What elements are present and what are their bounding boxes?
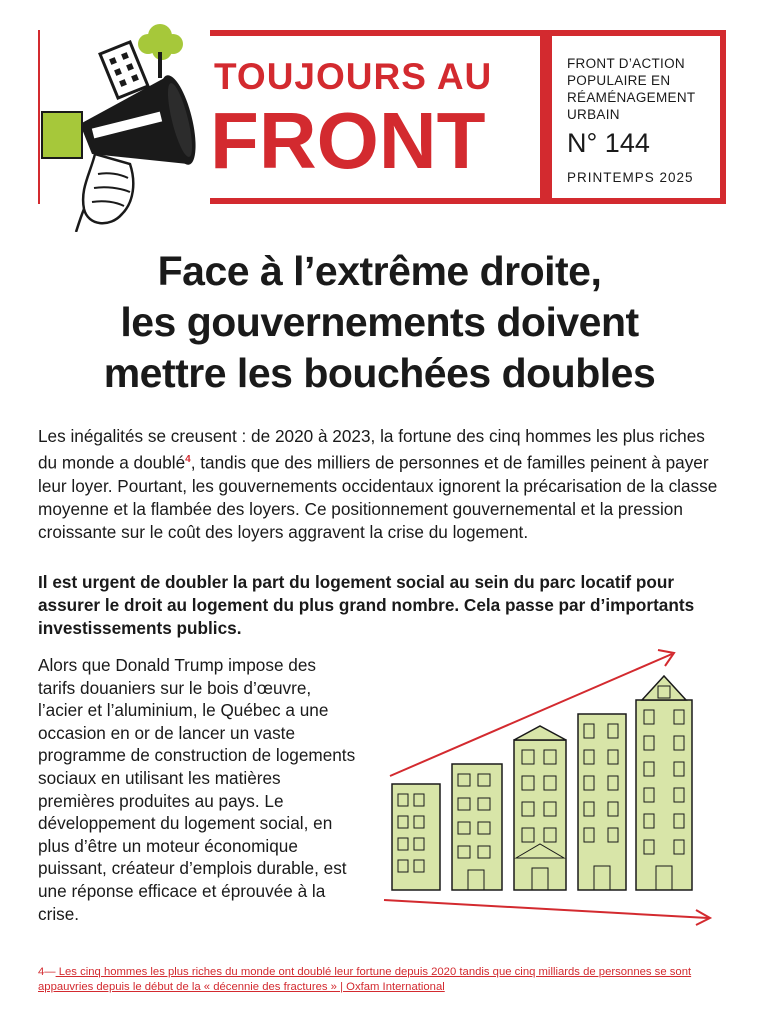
paragraph-trump-tariffs: Alors que Donald Trump impose des tarifs douaniers sur le bois d’œuvre, l’acier et l’aluminium, le Québec a une occasion en or de lancer un vaste programme de construction de logements sociaux en utilisant les matières premières produites au pays. Le développement du logement social, en plus d’être un moteur économique puissant, créateur d’emplois durable, est une réponse efficace et éprouvée à la crise. <box>38 655 356 924</box>
footnote-link-oxfam[interactable]: Les cinq hommes les plus riches du monde ont doublé leur fortune depuis 2020 tandis que cinq milliards de personnes se sont appauvries depuis le début de la « décennie des fractures » | Oxfam International <box>38 966 692 993</box>
headline-line-3: mettre les bouchées doubles <box>103 350 656 396</box>
growing-buildings-icon <box>382 644 722 929</box>
article-headline <box>20 246 739 399</box>
masthead-title-main: FRONT <box>210 96 486 185</box>
paragraph-intro-part-b: , tandis que des milliers de personnes et de familles peinent à payer leur loyer. Pourtant, les gouvernements occidentaux ignorent la précarisation de la classe moyenne et la flambée des loyers. Ce positionnement gouvernemental et la pression croissante sur le coût des loyers aggravent la crise du logement. <box>38 452 718 542</box>
issue-number: N° 144 <box>567 128 650 158</box>
headline-line-1: Face à l’extrême droite, <box>157 248 602 294</box>
footnote-number: 4— <box>38 966 56 978</box>
footnote <box>38 965 728 995</box>
paragraph-intro <box>38 425 728 544</box>
paragraph-emphasis: Il est urgent de doubler la part du logement social au sein du parc locatif pour assurer le droit au logement du plus grand nombre. Cela passe par d’importants investissements publics. <box>38 572 695 638</box>
megaphone-with-buildings-icon <box>40 14 210 232</box>
issue-season: PRINTEMPS 2025 <box>567 170 694 185</box>
masthead-title-top: TOUJOURS AU <box>214 56 493 97</box>
organization-name: FRONT D’ACTION POPULAIRE EN RÉAMÉNAGEMENT URBAIN <box>567 56 696 122</box>
headline-line-2: les gouvernements doivent <box>120 299 639 345</box>
footnote-reference[interactable]: 4 <box>185 454 191 465</box>
paragraph-intro-part-a: Les inégalités se creusent : de 2020 à 2023, la fortune des cinq hommes les plus riches du monde a doublé <box>38 426 705 473</box>
